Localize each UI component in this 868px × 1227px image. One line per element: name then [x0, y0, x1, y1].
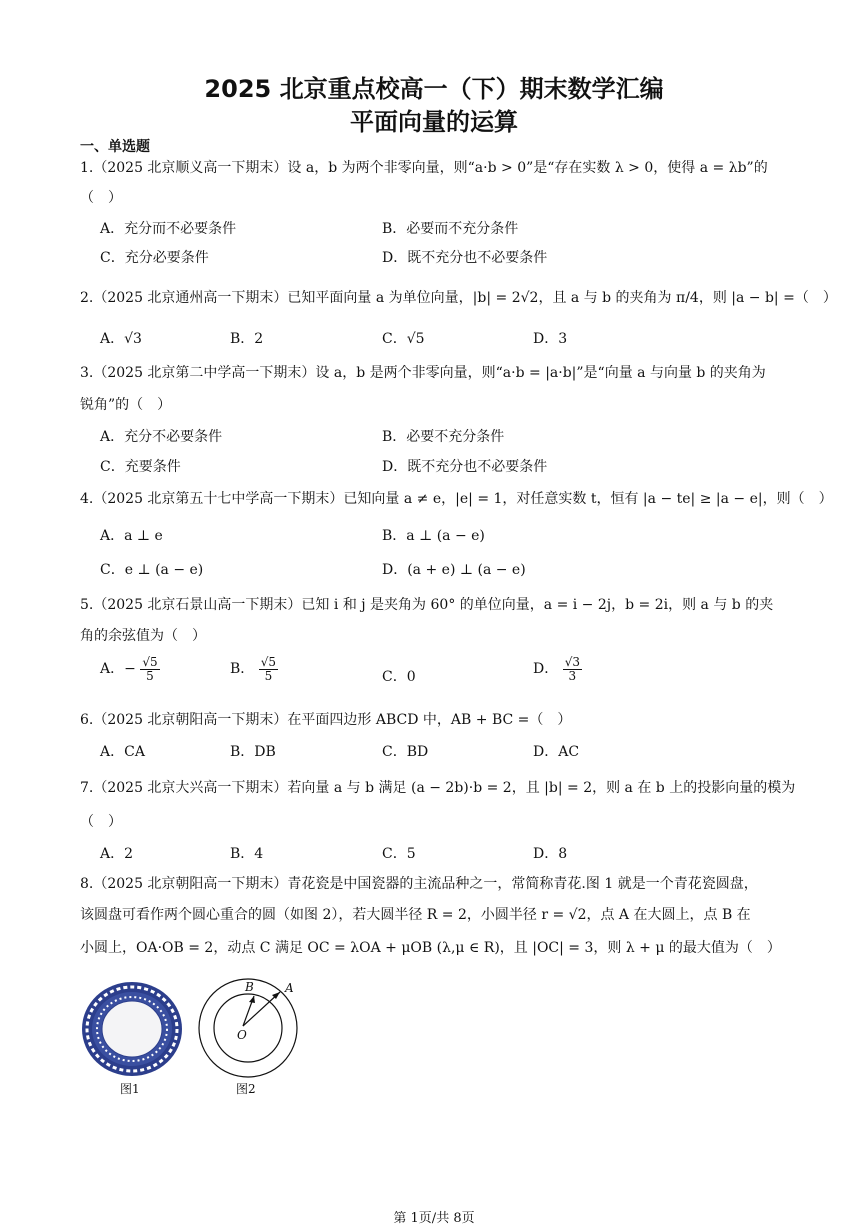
q1-option-c: C．充分必要条件 — [100, 250, 209, 266]
q4-option-b: B．a ⊥ (a − e) — [382, 528, 485, 544]
q4-option-a: A．a ⊥ e — [100, 528, 163, 544]
q5-option-b-den: 5 — [264, 668, 273, 683]
q5-option-a — [100, 656, 160, 682]
q5-option-d-den: 3 — [568, 668, 577, 683]
q4-option-c: C．e ⊥ (a − e) — [100, 562, 204, 578]
porcelain-plate-image — [80, 980, 184, 1078]
label-point-o: O — [237, 1028, 247, 1042]
page-title: 2025 北京重点校高一（下）期末数学汇编 — [204, 75, 664, 103]
q3-option-d: D．既不充分也不必要条件 — [382, 459, 548, 475]
q5-option-b-num: √5 — [260, 655, 277, 669]
question-5-text: 5.（2025 北京石景山高一下期末）已知 i 和 j 是夹角为 60° 的单位向量，a = i − 2j，b = 2i，则 a 与 b 的夹 — [80, 597, 774, 613]
page-subtitle: 平面向量的运算 — [350, 108, 518, 136]
question-2-text: 2.（2025 北京通州高一下期末）已知平面向量 a 为单位向量，|b| = 2√2，且 a 与 b 的夹角为 π/4，则 |a − b| =（ ） — [80, 290, 837, 306]
figure-2-caption: 图2 — [236, 1082, 256, 1096]
q2-option-c: C．√5 — [382, 331, 425, 347]
question-1-paren: （ ） — [80, 190, 122, 206]
q1-option-d: D．既不充分也不必要条件 — [382, 250, 548, 266]
q2-option-b: B．2 — [230, 331, 264, 347]
section-heading: 一、单选题 — [80, 139, 150, 155]
q5-option-d-label: D． — [533, 661, 559, 678]
q5-option-a-fraction — [140, 656, 159, 682]
q5-option-a-sign: − — [124, 661, 136, 678]
q5-option-b — [230, 656, 278, 682]
q5-option-a-num: √5 — [142, 655, 158, 669]
question-4-text: 4.（2025 北京第五十七中学高一下期末）已知向量 a ≠ e，|e| = 1，对任意实数 t，恒有 |a − te| ≥ |a − e|，则（ ） — [80, 491, 833, 507]
question-8-text-cont2: 小圆上，OA·OB = 2，动点 C 满足 OC = λOA + μOB (λ,μ ∈ R)，且 |OC| = 3，则 λ + μ 的最大值为（ ） — [80, 940, 781, 956]
label-point-b: B — [245, 980, 254, 994]
q5-option-d-num: √3 — [564, 655, 580, 669]
q7-option-d: D．8 — [533, 846, 568, 862]
q7-option-b: B．4 — [230, 846, 264, 862]
question-3-text-cont: 锐角”的（ ） — [80, 397, 172, 413]
page-footer: 第 1页/共 8页 — [393, 1211, 475, 1226]
question-8-text: 8.（2025 北京朝阳高一下期末）青花瓷是中国瓷器的主流品种之一，常简称青花.图 1 就是一个青花瓷圆盘， — [80, 876, 758, 892]
question-7-paren: （ ） — [80, 814, 122, 830]
question-3-text: 3.（2025 北京第二中学高一下期末）设 a，b 是两个非零向量，则“a·b = |a·b|”是“向量 a 与向量 b 的夹角为 — [80, 365, 766, 381]
q5-option-d-fraction — [563, 656, 582, 682]
q4-option-d: D．(a + e) ⊥ (a − e) — [382, 562, 526, 578]
q5-option-c: C．0 — [382, 669, 416, 685]
q5-option-b-fraction — [259, 656, 278, 682]
q5-option-d — [533, 656, 582, 682]
figure-1-caption: 图1 — [120, 1082, 140, 1096]
question-1-text: 1.（2025 北京顺义高一下期末）设 a，b 为两个非零向量，则“a·b > 0”是“存在实数 λ > 0，使得 a = λb”的 — [80, 160, 768, 176]
q2-option-a: A．√3 — [100, 331, 142, 347]
q2-option-d: D．3 — [533, 331, 568, 347]
q5-option-a-den: 5 — [146, 668, 154, 683]
question-8-text-cont: 该圆盘可看作两个圆心重合的圆（如图 2），若大圆半径 R = 2，小圆半径 r = √2，点 A 在大圆上，点 B 在 — [80, 907, 751, 923]
question-7-text: 7.（2025 北京大兴高一下期末）若向量 a 与 b 满足 (a − 2b)·b = 2，且 |b| = 2，则 a 在 b 上的投影向量的模为 — [80, 780, 796, 796]
q5-option-b-label: B． — [230, 661, 255, 678]
label-point-a: A — [285, 981, 294, 995]
q3-option-b: B．必要不充分条件 — [382, 429, 505, 445]
q6-option-b: B．DB — [230, 744, 276, 760]
q6-option-a: A．CA — [100, 744, 145, 760]
q7-option-c: C．5 — [382, 846, 416, 862]
question-5-text-cont: 角的余弦值为（ ） — [80, 628, 206, 644]
q6-option-c: C．BD — [382, 744, 429, 760]
question-6-text: 6.（2025 北京朝阳高一下期末）在平面四边形 ABCD 中，AB + BC =（ ） — [80, 712, 572, 728]
q5-option-a-label: A． — [100, 661, 125, 678]
q3-option-a: A．充分不必要条件 — [100, 429, 223, 445]
q6-option-d: D．AC — [533, 744, 580, 760]
q1-option-a: A．充分而不必要条件 — [100, 221, 237, 237]
q7-option-a: A．2 — [100, 846, 134, 862]
q1-option-b: B．必要而不充分条件 — [382, 221, 519, 237]
q3-option-c: C．充要条件 — [100, 459, 181, 475]
